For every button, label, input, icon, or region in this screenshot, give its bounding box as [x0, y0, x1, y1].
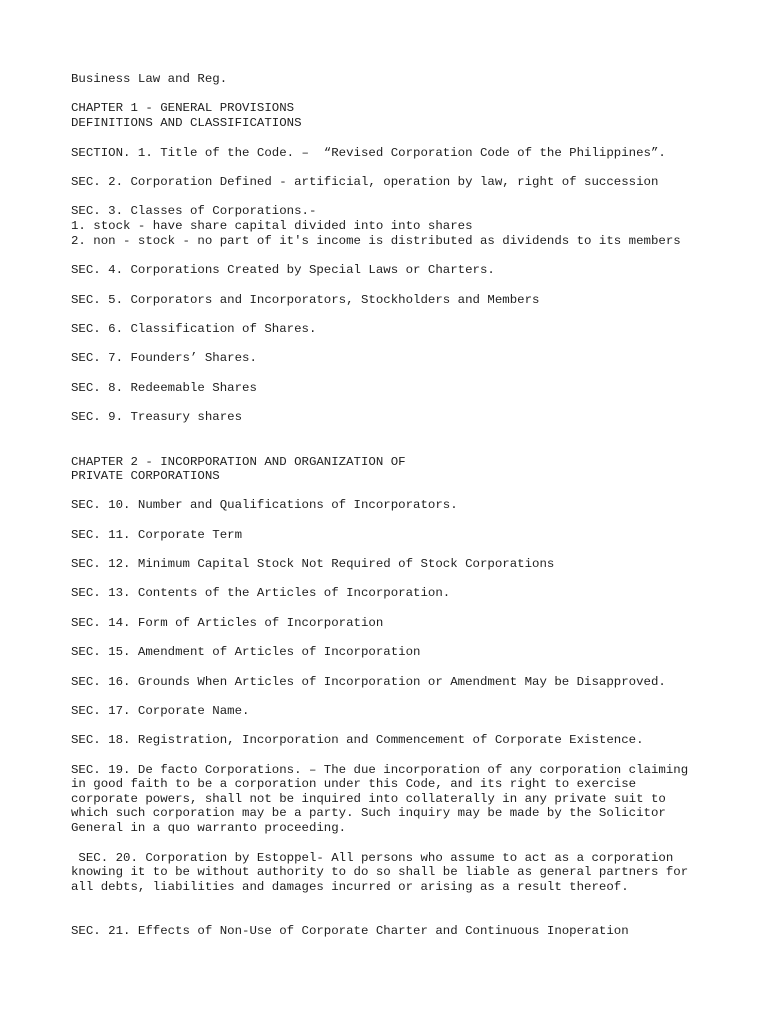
- section-20-line-3: all debts, liabilities and damages incurred or arising as a result thereof.: [71, 880, 629, 894]
- chapter-1-title: CHAPTER 1 - GENERAL PROVISIONS: [71, 101, 295, 115]
- section-19-line-2: in good faith to be a corporation under this Code, and its right to exercise: [71, 777, 637, 791]
- section-5: SEC. 5. Corporators and Incorporators, Stockholders and Members: [71, 293, 540, 307]
- section-21: SEC. 21. Effects of Non-Use of Corporate Charter and Continuous Inoperation: [71, 924, 629, 938]
- section-13: SEC. 13. Contents of the Articles of Incorporation.: [71, 586, 451, 600]
- section-3-item-2: 2. non - stock - no part of it's income is distributed as dividends to its members: [71, 234, 681, 248]
- section-20: SEC. 20. Corporation by Estoppel- All persons who assume to act as a corporation: [71, 851, 674, 865]
- section-15: SEC. 15. Amendment of Articles of Incorporation: [71, 645, 421, 659]
- section-8: SEC. 8. Redeemable Shares: [71, 381, 257, 395]
- section-16: SEC. 16. Grounds When Articles of Incorporation or Amendment May be Disapproved.: [71, 675, 666, 689]
- chapter-2-title: CHAPTER 2 - INCORPORATION AND ORGANIZATION OF: [71, 455, 406, 469]
- chapter-1-subtitle: DEFINITIONS AND CLASSIFICATIONS: [71, 116, 302, 130]
- section-4: SEC. 4. Corporations Created by Special Laws or Charters.: [71, 263, 495, 277]
- section-7: SEC. 7. Founders’ Shares.: [71, 351, 257, 365]
- section-12: SEC. 12. Minimum Capital Stock Not Required of Stock Corporations: [71, 557, 555, 571]
- section-10: SEC. 10. Number and Qualifications of Incorporators.: [71, 498, 458, 512]
- section-20-line-2: knowing it to be without authority to do so shall be liable as general partners for: [71, 865, 689, 879]
- section-3-item-1: 1. stock - have share capital divided into into shares: [71, 219, 473, 233]
- document-header: Business Law and Reg.: [71, 72, 228, 86]
- section-1: SECTION. 1. Title of the Code. – “Revised Corporation Code of the Philippines”.: [71, 146, 666, 160]
- section-19-line-3: corporate powers, shall not be inquired into collaterally in any private suit to: [71, 792, 666, 806]
- section-17: SEC. 17. Corporate Name.: [71, 704, 250, 718]
- chapter-2-subtitle: PRIVATE CORPORATIONS: [71, 469, 220, 483]
- section-18: SEC. 18. Registration, Incorporation and Commencement of Corporate Existence.: [71, 733, 644, 747]
- section-19: SEC. 19. De facto Corporations. – The due incorporation of any corporation claiming: [71, 763, 689, 777]
- section-11: SEC. 11. Corporate Term: [71, 528, 243, 542]
- section-6: SEC. 6. Classification of Shares.: [71, 322, 317, 336]
- section-2: SEC. 2. Corporation Defined - artificial, operation by law, right of succession: [71, 175, 659, 189]
- section-19-line-5: General in a quo warranto proceeding.: [71, 821, 347, 835]
- section-14: SEC. 14. Form of Articles of Incorporation: [71, 616, 384, 630]
- section-9: SEC. 9. Treasury shares: [71, 410, 243, 424]
- section-3: SEC. 3. Classes of Corporations.-: [71, 204, 317, 218]
- section-19-line-4: which such corporation may be a party. Such inquiry may be made by the Solicitor: [71, 806, 666, 820]
